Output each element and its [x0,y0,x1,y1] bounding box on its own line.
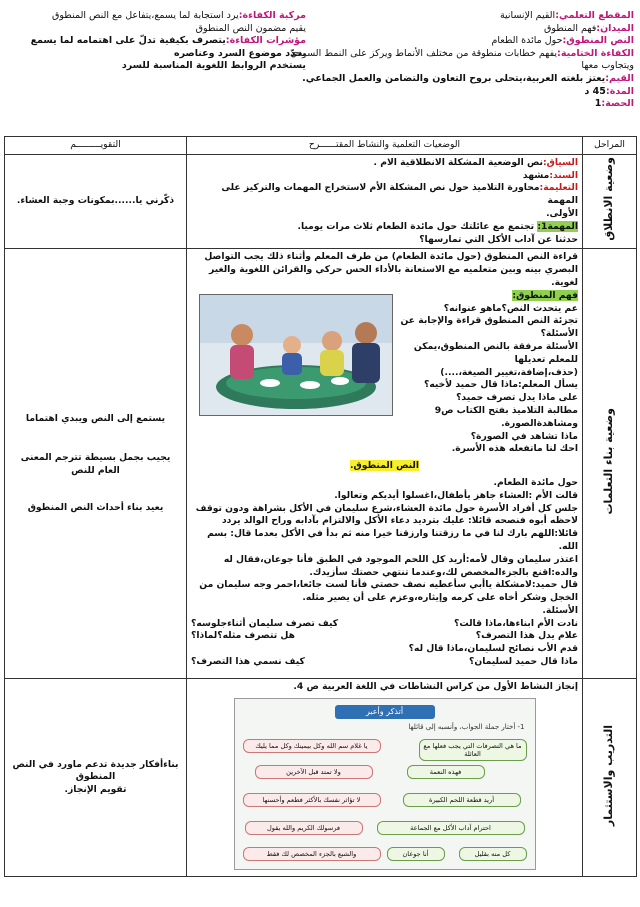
comprehension-line: ماذا تشاهد في الصورة؟ [470,430,578,442]
stage-cell [583,154,637,249]
header-line: الكفاءة الختامية:يفهم خطابات منطوقة من مختلف الأنماط ويركز على النمط السردي [290,47,634,59]
header-right-column [254,10,634,111]
reading-intro: قراءة النص المنطوق (حول مائدة الطعام) من طرف المعلم وأثناء ذلك يجب التواصل البصري بينه وبين متعلميه مع الاستعانة بالأداء الحس حركي والقرائن اللغوية والغير لغوية. [204,251,578,288]
activity-chip: كل منه بقليل [459,847,527,861]
eval-cell [5,679,187,877]
activity-book-image [234,698,536,870]
header-line: مؤشرات الكفاءة:يتصرف بكيفية تدلّ على اهتمامه لما يسمع [30,35,306,47]
question: كيف تصرف سليمان أثناءجلوسه؟ [191,617,339,629]
activities-cell [187,154,583,249]
family-dinner-image [199,294,393,416]
question: قدم الأب نصائح لسليمان،ماذا قال له؟ [408,643,578,655]
question-row [191,630,578,643]
stage-label: وضعية بناء التعلمات [602,408,616,515]
question: هل تتصرف مثله؟لماذا؟ [191,630,295,642]
question-row [191,618,578,631]
comprehension-title-line: فهم المنطوق: [512,289,578,301]
question: ماذا قال حميد لسليمان؟ [469,656,578,668]
question: علام يدل هذا التصرف؟ [475,630,578,642]
spoken-text-title: النص المنطوق. [349,460,419,472]
comprehension-line: الأسئلة مرفقة بالنص المنطوق،يمكن للمعلم تعديلها [413,340,578,365]
activity-title: أتذكر وأعبر [335,705,435,719]
activity-chip: احترام آداب الأكل مع الجماعة [377,821,525,835]
eval-item: يعيد بناء أحداث النص المنطوق [27,501,164,513]
task-line: المهمة1: تجتمع مع عائلتك حول مائدة الطعام ثلاث مرات يوميا. [297,220,578,232]
eval-item: يجيب بجمل بسيطة تترجم المعنى العام للنص [20,452,171,476]
activity-chip: يا غلام سم الله وكل بيمينك وكل مما يليك [243,739,381,753]
eval-header: التقويـــــــــم [5,137,187,155]
activity-chip: فهذه النعمة [407,765,485,779]
question: نادت الأم ابناءها،ماذا قالت؟ [454,617,578,629]
eval-item: تقويم الإنجاز. [64,784,127,796]
table-row [5,154,637,249]
header-line: يقيم مضمون النص المنطوق [195,22,306,34]
context-line: السياق:نص الوضعية المشكلة الانطلاقية الام . [373,156,578,168]
support-line: السند:مشهد [522,169,578,181]
stage-cell [583,679,637,877]
header-left-column [6,10,306,73]
eval-cell: ذكّرني يا......بمكونات وجبة العشاء. [5,154,187,249]
activities-cell [187,249,583,679]
header-line: يستخدم الروابط اللغوية المناسبة للسرد [121,60,306,72]
comprehension-line: احك لنا ماتفعله هذه الأسرة. [451,443,578,455]
header-line: الميدان:فهم المنطوق [544,22,634,34]
activity-chip: لا تؤاثر نفسك بالأكثر فطعم وأحسنها [243,793,381,807]
task-question: حدثنا عن آداب الأكل التي تمارسها؟ [419,233,578,245]
question: كيف نسمي هذا التصرف؟ [191,656,305,668]
header-line: الحصة:1 [594,98,634,110]
header-line: مركبة الكفاءة:يرد استجابة لما يسمع،يتفاعل مع النص المنطوق [52,10,306,21]
table-row [5,679,637,877]
activity-chip: ولا تمتد قبل الآخرين [255,765,373,779]
stage-label: وضعية الانطلاق [602,157,616,242]
comprehension-line: تجزئة النص المنطوق قراءة والإجابة عن الأسئلة؟ [400,315,578,340]
stage-cell [583,249,637,679]
header-line: المقطع التعلمي:القيم الإنسانية [499,10,634,21]
questions-title: الأسئلة. [542,604,578,616]
table-row [5,249,637,679]
header-line: النص المنطوق:حول مائدة الطعام [491,35,634,47]
question-row [191,656,578,669]
eval-item: بناءأفكار جديدة تدعم ماورد في النص المنطوق [12,758,179,783]
question-row [191,643,578,656]
header-line: القيم:يعتز بلغته العربية،يتحلى بروح التعاون والتضامن والعمل الجماعي. [302,72,634,84]
table-header-row [5,137,637,155]
activity-chip: أريد قطعة اللحم الكبيرة [403,793,521,807]
activity-instruction: إنجاز النشاط الأول من كراس النشاطات في اللغة العربية ص 4. [293,681,578,693]
activities-cell [187,679,583,877]
spoken-text-title-wrap [191,460,578,473]
activity-chip: والشبع بالجزء المخصص لك فقط [243,847,381,861]
family-dinner-illustration [200,295,392,415]
header-line: ويتجاوب معها [581,60,634,72]
eval-item: يستمع إلى النص ويبدي اهتماما [25,413,166,425]
activity-chip: ما هي التصرفات التي يجب فعلها مع العائلة [419,739,527,761]
activity-instruction-text: 1- أختار جملة الجواب، وأنسبه إلى قائلها [408,723,525,732]
lesson-table [4,136,637,877]
comprehension-line: يسأل المعلم:ماذا قال حميد لأخيه؟ [424,379,578,391]
header-line: يحدّد موضوع السرد وعناصره [174,47,306,59]
activity-chip: أنا جوعان [387,847,445,861]
lesson-header [0,0,640,135]
comprehension-line: عم يتحدث النص؟ماهو عنوانه؟ [443,302,578,314]
header-line: المدة:45 د [584,85,634,97]
comprehension-line: على ماذا يدل تصرف حميد؟ [456,392,578,404]
comprehension-line: (حذف،إضافة،تغيير الصيغة،....) [440,366,578,378]
instruction-line-cont: الأولى. [546,207,578,219]
instruction-line: التعليمة:محاورة التلاميذ حول نص المشكلة الأم لاستخراج المهمات والتركيز على المهمة [221,182,578,207]
activities-header: الوضعيات التعلمية والنشاط المقتــــــرح [187,137,583,155]
activity-chip: فرسولك الكريم والله يقول [245,821,363,835]
comprehension-line: مطالبة التلاميذ بفتح الكتاب ص9 ومشاهدةالصورة. [434,404,578,429]
stage-label: التدريب والاستثمار [602,724,616,827]
spoken-text-body: حول مائدة الطعام. قالت الأم :العشاء جاهز يأطفال،اغسلوا أيديكم وتعالوا. جلس كل أفراد الأسرة حول مائدة العشاء،شرع سليمان في الأكل بشراهة ودون توقف لاحظه أبوه فنصحه قائلا: عليك بترديد دعاء الأكل والالتزام بآدابه وراح الوالد يردد قائلا:اللهم بارك لنا في ما رزقتنا وارزقنا خيرا منه ثم بدأ في الأكل بعدما قال: بسم الله. اعتذر سليمان وقال لأمه:أريد كل اللحم الموجود في الطبق فأنا جوعان،فقال له والده:اقنع بالجزءالمخصص لك،وعندما تنتهي حصتك سأزيدك. قال حميد:لامشكلة ياأبي سأعطيه نصف حصتي فأنا لست جائعا،احمر وجه سليمان من الخجل وشكر أخاه على كرمه وإيثاره،وعزم على أن يصير مثله. [195,476,578,604]
stage-header: المراحل [583,137,637,155]
eval-cell [5,249,187,679]
